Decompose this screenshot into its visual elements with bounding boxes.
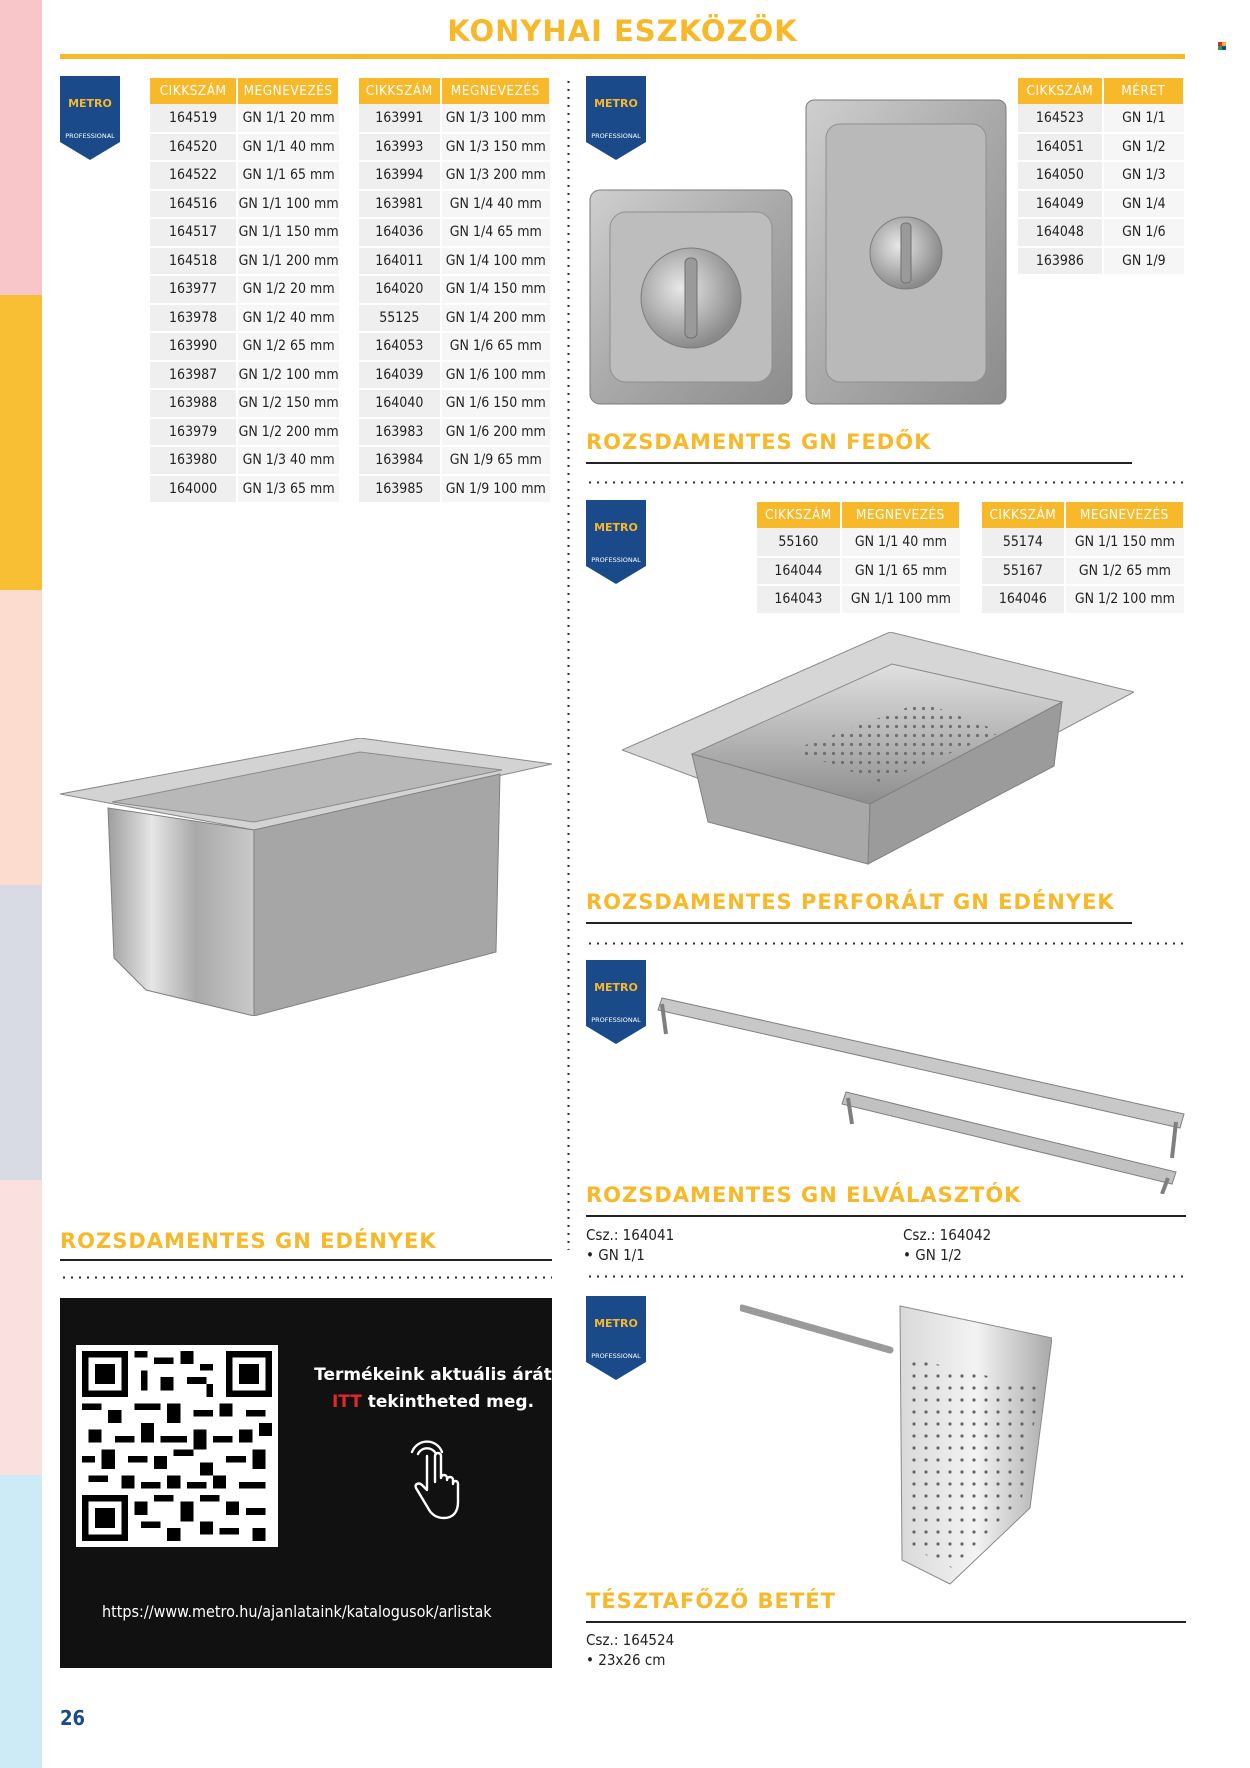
item-code-cell: 163993: [359, 133, 441, 162]
table-row: [359, 418, 550, 447]
pans-table-a: [150, 78, 340, 504]
gn-divider-bars-image: [656, 994, 1186, 1194]
section-rule-lids: [586, 462, 1132, 464]
table-row: [757, 528, 960, 557]
lids-table: [1018, 78, 1185, 276]
table-row: [1018, 190, 1184, 219]
table-header: MÉRET: [1103, 78, 1184, 104]
table-row: [150, 446, 339, 475]
table-header: MEGNEVEZÉS: [237, 78, 339, 104]
table-row: [1018, 247, 1184, 276]
divider-item-2: [903, 1225, 991, 1265]
table-row: [150, 133, 339, 162]
table-header: CIKKSZÁM: [1018, 78, 1103, 104]
table-row: [150, 332, 339, 361]
table-row: [1018, 161, 1184, 190]
item-code-cell: 163991: [359, 104, 441, 133]
section-title-pasta: TÉSZTAFŐZŐ BETÉT: [586, 1589, 836, 1613]
perforated-table-b: [982, 502, 1185, 615]
side-strip-blue: [0, 1475, 42, 1768]
side-strip-rose: [0, 1180, 42, 1475]
perforated-gn-pan-image: [622, 632, 1134, 876]
tap-hand-icon: [400, 1430, 464, 1526]
table-row: [359, 446, 550, 475]
item-name-cell: GN 1/9 100 mm: [441, 475, 550, 504]
section-title-pans: ROZSDAMENTES GN EDÉNYEK: [60, 1229, 437, 1253]
section-title-lids: ROZSDAMENTES GN FEDŐK: [586, 430, 932, 454]
divider-item-2-code: Csz.: 164042: [903, 1226, 992, 1244]
pasta-desc: • 23x26 cm: [586, 1651, 666, 1669]
table-row: [150, 361, 339, 390]
table-row: [359, 275, 550, 304]
item-name-cell: GN 1/4 65 mm: [441, 218, 550, 247]
item-name-cell: GN 1/2 100 mm: [237, 361, 339, 390]
dotted-rule-pans: [60, 1276, 552, 1279]
item-name-cell: GN 1/9 65 mm: [441, 446, 550, 475]
table-row: [150, 275, 339, 304]
gn-pan-image: [60, 738, 552, 1016]
section-title-perforated: ROZSDAMENTES PERFORÁLT GN EDÉNYEK: [586, 890, 1115, 914]
table-row: [150, 389, 339, 418]
item-name-cell: GN 1/2 40 mm: [237, 304, 339, 333]
table-header: MEGNEVEZÉS: [441, 78, 550, 104]
item-code-cell: 164053: [359, 332, 441, 361]
metro-logo-pans: [60, 76, 120, 160]
item-name-cell: GN 1/9: [1103, 247, 1184, 276]
section-rule-perforated: [586, 922, 1132, 924]
item-name-cell: GN 1/2 200 mm: [237, 418, 339, 447]
item-code-cell: 163977: [150, 275, 237, 304]
section-rule-pans: [60, 1259, 552, 1261]
logo-subtext: PROFESSIONAL: [591, 556, 641, 564]
promo-itt: ITT: [331, 1392, 362, 1412]
item-code-cell: 164039: [359, 361, 441, 390]
item-name-cell: GN 1/2: [1103, 133, 1184, 162]
metro-logo-pasta: [586, 1296, 646, 1380]
gn-lid-large-image: [804, 98, 1008, 406]
item-code-cell: 163988: [150, 389, 237, 418]
dotted-rule-lids: [586, 481, 1186, 484]
item-name-cell: GN 1/6 100 mm: [441, 361, 550, 390]
page-title: KONYHAI ESZKÖZÖK: [447, 14, 798, 48]
item-name-cell: GN 1/6 150 mm: [441, 389, 550, 418]
divider-item-2-desc: • GN 1/2: [903, 1246, 962, 1264]
divider-item-1-desc: • GN 1/1: [586, 1246, 645, 1264]
side-strip-pink: [0, 0, 42, 295]
item-code-cell: 164048: [1018, 218, 1103, 247]
item-code-cell: 164520: [150, 133, 237, 162]
item-code-cell: 163981: [359, 190, 441, 219]
table-row: [150, 218, 339, 247]
dotted-rule-perforated: [586, 942, 1186, 945]
promo-text: [300, 1362, 566, 1416]
item-code-cell: 163979: [150, 418, 237, 447]
logo-subtext: PROFESSIONAL: [591, 1352, 641, 1360]
metro-logo-lids: [586, 76, 646, 160]
logo-text: METRO: [68, 97, 112, 110]
logo-text: METRO: [594, 521, 638, 534]
item-code-cell: 55125: [359, 304, 441, 333]
item-code-cell: 164040: [359, 389, 441, 418]
item-name-cell: GN 1/3 40 mm: [237, 446, 339, 475]
logo-subtext: PROFESSIONAL: [591, 132, 641, 140]
divider-item-1-code: Csz.: 164041: [586, 1226, 675, 1244]
table-header: MEGNEVEZÉS: [1065, 502, 1184, 528]
item-name-cell: GN 1/4 100 mm: [441, 247, 550, 276]
table-row: [359, 218, 550, 247]
item-code-cell: 163990: [150, 332, 237, 361]
item-code-cell: 55167: [982, 557, 1065, 586]
table-row: [150, 247, 339, 276]
item-name-cell: GN 1/4 150 mm: [441, 275, 550, 304]
metro-logo-perforated: [586, 500, 646, 584]
table-row: [1018, 104, 1184, 133]
item-code-cell: 163986: [1018, 247, 1103, 276]
divider-item-1: [586, 1225, 674, 1265]
promo-line-2: [300, 1389, 566, 1416]
item-name-cell: GN 1/2 65 mm: [1065, 557, 1184, 586]
item-name-cell: GN 1/1 65 mm: [237, 161, 339, 190]
item-name-cell: GN 1/1: [1103, 104, 1184, 133]
item-code-cell: 164000: [150, 475, 237, 504]
table-row: [1018, 133, 1184, 162]
section-title-dividers: ROZSDAMENTES GN ELVÁLASZTÓK: [586, 1183, 1022, 1207]
pasta-info: [586, 1630, 674, 1670]
perforated-table-a: [757, 502, 961, 615]
item-name-cell: GN 1/2 20 mm: [237, 275, 339, 304]
item-code-cell: 164522: [150, 161, 237, 190]
table-row: [359, 161, 550, 190]
table-row: [150, 161, 339, 190]
item-code-cell: 55174: [982, 528, 1065, 557]
table-row: [1018, 218, 1184, 247]
item-code-cell: 164523: [1018, 104, 1103, 133]
item-code-cell: 55160: [757, 528, 841, 557]
table-row: [359, 332, 550, 361]
gn-lid-small-image: [588, 188, 794, 406]
item-name-cell: GN 1/4 40 mm: [441, 190, 550, 219]
item-code-cell: 164011: [359, 247, 441, 276]
logo-subtext: PROFESSIONAL: [591, 1016, 641, 1024]
item-code-cell: 164049: [1018, 190, 1103, 219]
section-rule-pasta: [586, 1621, 1186, 1623]
item-code-cell: 163980: [150, 446, 237, 475]
item-code-cell: 164519: [150, 104, 237, 133]
item-name-cell: GN 1/3 150 mm: [441, 133, 550, 162]
logo-text: METRO: [594, 981, 638, 994]
item-name-cell: GN 1/1 20 mm: [237, 104, 339, 133]
item-code-cell: 164051: [1018, 133, 1103, 162]
corner-mark: [1218, 35, 1226, 43]
table-row: [359, 304, 550, 333]
page-number: 26: [60, 1706, 86, 1730]
item-name-cell: GN 1/2 65 mm: [237, 332, 339, 361]
promo-line-2-rest: tekintheted meg.: [361, 1392, 535, 1412]
table-row: [359, 475, 550, 504]
table-row: [982, 557, 1184, 586]
metro-logo-dividers: [586, 960, 646, 1044]
logo-text: METRO: [594, 1317, 638, 1330]
item-name-cell: GN 1/1 100 mm: [237, 190, 339, 219]
item-code-cell: 164046: [982, 585, 1065, 614]
item-name-cell: GN 1/1 150 mm: [1065, 528, 1184, 557]
item-code-cell: 164517: [150, 218, 237, 247]
item-code-cell: 164036: [359, 218, 441, 247]
item-name-cell: GN 1/1 40 mm: [237, 133, 339, 162]
item-code-cell: 163978: [150, 304, 237, 333]
table-header: CIKKSZÁM: [982, 502, 1065, 528]
table-row: [982, 528, 1184, 557]
item-name-cell: GN 1/1 150 mm: [237, 218, 339, 247]
table-row: [150, 104, 339, 133]
table-row: [150, 304, 339, 333]
item-code-cell: 164020: [359, 275, 441, 304]
item-code-cell: 164044: [757, 557, 841, 586]
side-strip-peach: [0, 590, 42, 885]
dotted-rule-dividers: [586, 1275, 1186, 1278]
item-code-cell: 163987: [150, 361, 237, 390]
item-name-cell: GN 1/3 65 mm: [237, 475, 339, 504]
pasta-insert-image: [740, 1298, 1052, 1588]
item-name-cell: GN 1/4: [1103, 190, 1184, 219]
qr-code[interactable]: [76, 1345, 278, 1547]
column-dotted-divider: [567, 78, 570, 1250]
table-row: [757, 557, 960, 586]
item-name-cell: GN 1/1 40 mm: [841, 528, 960, 557]
table-row: [150, 190, 339, 219]
logo-subtext: PROFESSIONAL: [65, 132, 115, 140]
item-code-cell: 163983: [359, 418, 441, 447]
item-code-cell: 164518: [150, 247, 237, 276]
item-name-cell: GN 1/2 150 mm: [237, 389, 339, 418]
item-code-cell: 164516: [150, 190, 237, 219]
item-name-cell: GN 1/3: [1103, 161, 1184, 190]
item-name-cell: GN 1/6 200 mm: [441, 418, 550, 447]
item-name-cell: GN 1/1 200 mm: [237, 247, 339, 276]
table-row: [359, 190, 550, 219]
table-header: CIKKSZÁM: [757, 502, 841, 528]
pans-table-b: [359, 78, 551, 504]
table-row: [359, 389, 550, 418]
item-code-cell: 163984: [359, 446, 441, 475]
item-name-cell: GN 1/6 65 mm: [441, 332, 550, 361]
price-list-url[interactable]: https://www.metro.hu/ajanlataink/katalogusok/arlistak: [102, 1602, 492, 1621]
side-strip-gray: [0, 885, 42, 1180]
item-name-cell: GN 1/1 65 mm: [841, 557, 960, 586]
table-header: MEGNEVEZÉS: [841, 502, 960, 528]
table-row: [150, 475, 339, 504]
logo-text: METRO: [594, 97, 638, 110]
table-row: [150, 418, 339, 447]
item-code-cell: 164043: [757, 585, 841, 614]
item-code-cell: 163985: [359, 475, 441, 504]
item-name-cell: GN 1/3 100 mm: [441, 104, 550, 133]
side-strip-yellow: [0, 295, 42, 590]
item-name-cell: GN 1/6: [1103, 218, 1184, 247]
title-rule: [60, 54, 1185, 59]
item-name-cell: GN 1/3 200 mm: [441, 161, 550, 190]
item-name-cell: GN 1/4 200 mm: [441, 304, 550, 333]
item-code-cell: 163994: [359, 161, 441, 190]
promo-line-1: Termékeink aktuális árát: [314, 1365, 552, 1385]
table-row: [359, 133, 550, 162]
table-row: [359, 247, 550, 276]
table-header: CIKKSZÁM: [150, 78, 237, 104]
table-row: [982, 585, 1184, 614]
item-code-cell: 164050: [1018, 161, 1103, 190]
item-name-cell: GN 1/2 100 mm: [1065, 585, 1184, 614]
table-header: CIKKSZÁM: [359, 78, 441, 104]
item-name-cell: GN 1/1 100 mm: [841, 585, 960, 614]
pasta-code: Csz.: 164524: [586, 1631, 675, 1649]
table-row: [359, 104, 550, 133]
table-row: [757, 585, 960, 614]
section-rule-dividers: [586, 1215, 1186, 1217]
table-row: [359, 361, 550, 390]
